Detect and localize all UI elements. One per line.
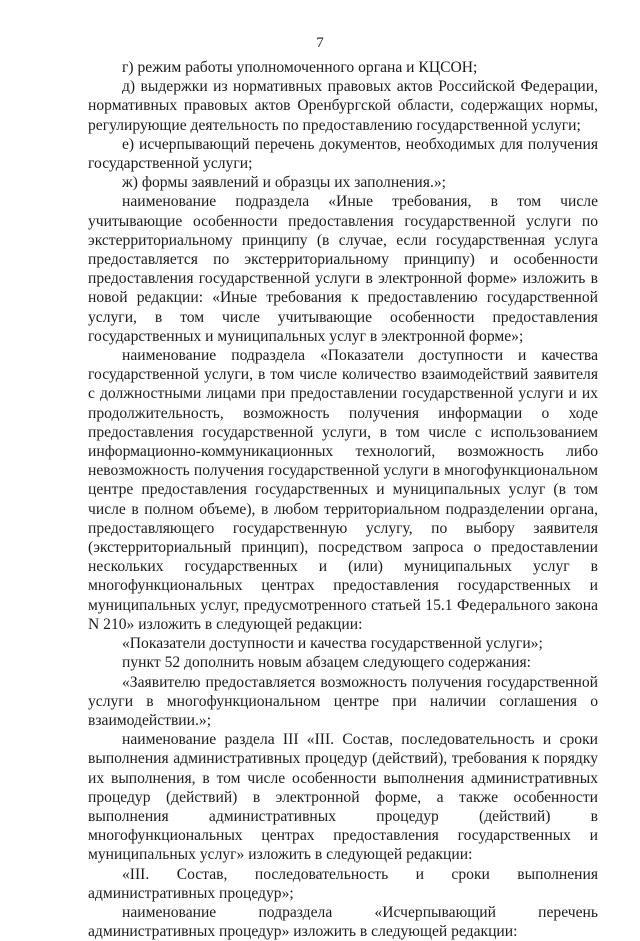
paragraph-point-52: пункт 52 дополнить новым абзацем следующего содержания: bbox=[122, 654, 531, 672]
paragraph-item-zh: ж) формы заявлений и образцы их заполнения.»; bbox=[122, 174, 446, 192]
document-body bbox=[88, 58, 598, 941]
paragraph-item-e: е) исчерпывающий перечень документов, необходимых для получения государственной услуги; bbox=[88, 135, 598, 173]
paragraph-item-d: д) выдержки из нормативных правовых актов Российской Федерации, нормативных правовых актов Оренбургской области, содержащих нормы, регулирующие деятельность по предоставлению государственной услуги; bbox=[88, 78, 598, 134]
paragraph-accessibility-indicators: наименование подраздела «Показатели доступности и качества государственной услуги, в том числе количество взаимодействий заявителя с должностными лицами при предоставлении государственной услуги и их продолжительность, возможность получения информации о ходе предоставления государственной услуги, в том числе с использованием информационно-коммуникационных технологий, возможность либо невозможность получения государственной услуги в многофункциональном центре предоставления государственных и муниципальных услуг (в том числе в полном объеме), в любом территориальном подразделении органа, предоставляющего государственную услугу, по выбору заявителя (экстерриториальный принцип), посредством запроса о предоставлении нескольких государственных и (или) муниципальных услуг в многофункциональных центрах предоставления государственных и муниципальных услуг, предусмотренного статьей 15.1 Федерального закона N 210» изложить в следующей редакции: bbox=[88, 347, 598, 633]
paragraph-other-requirements: наименование подраздела «Иные требования, в том числе учитывающие особенности предоставления государственной услуги по экстерриториальному принципу (в случае, если государственная услуга предоставляется по экстерриториальному принципу) и особенности предоставления государственной услуги в электронной форме» изложить в новой редакции: «Иные требования к предоставлению государственной услуги, в том числе учитывающие особенности предоставления государственных и муниципальных услуг в электронной форме»; bbox=[88, 193, 598, 345]
paragraph-procedures-list: наименование подраздела «Исчерпывающий перечень административных процедур» изложить в следующей редакции: bbox=[88, 903, 598, 941]
paragraph-section-iii-new: «III. Состав, последовательность и сроки выполнения административных процедур»; bbox=[88, 865, 598, 902]
page-number: 7 bbox=[316, 35, 324, 51]
paragraph-new-abzac: «Заявителю предоставляется возможность получения государственной услуги в многофункциональном центре при наличии соглашения о взаимодействии.»; bbox=[88, 673, 598, 729]
paragraph-new-title: «Показатели доступности и качества государственной услуги»; bbox=[122, 635, 543, 653]
paragraph-section-iii: наименование раздела III «III. Состав, последовательность и сроки выполнения административных процедур (действий), требования к порядку их выполнения, в том числе особенности выполнения административных процедур (действий) в электронной форме, а также особенности выполнения административных процедур (действий) в многофункциональных центрах предоставления государственных и муниципальных услуг» изложить в следующей редакции: bbox=[88, 731, 598, 864]
paragraph-item-g: г) режим работы уполномоченного органа и КЦСОН; bbox=[122, 59, 478, 76]
